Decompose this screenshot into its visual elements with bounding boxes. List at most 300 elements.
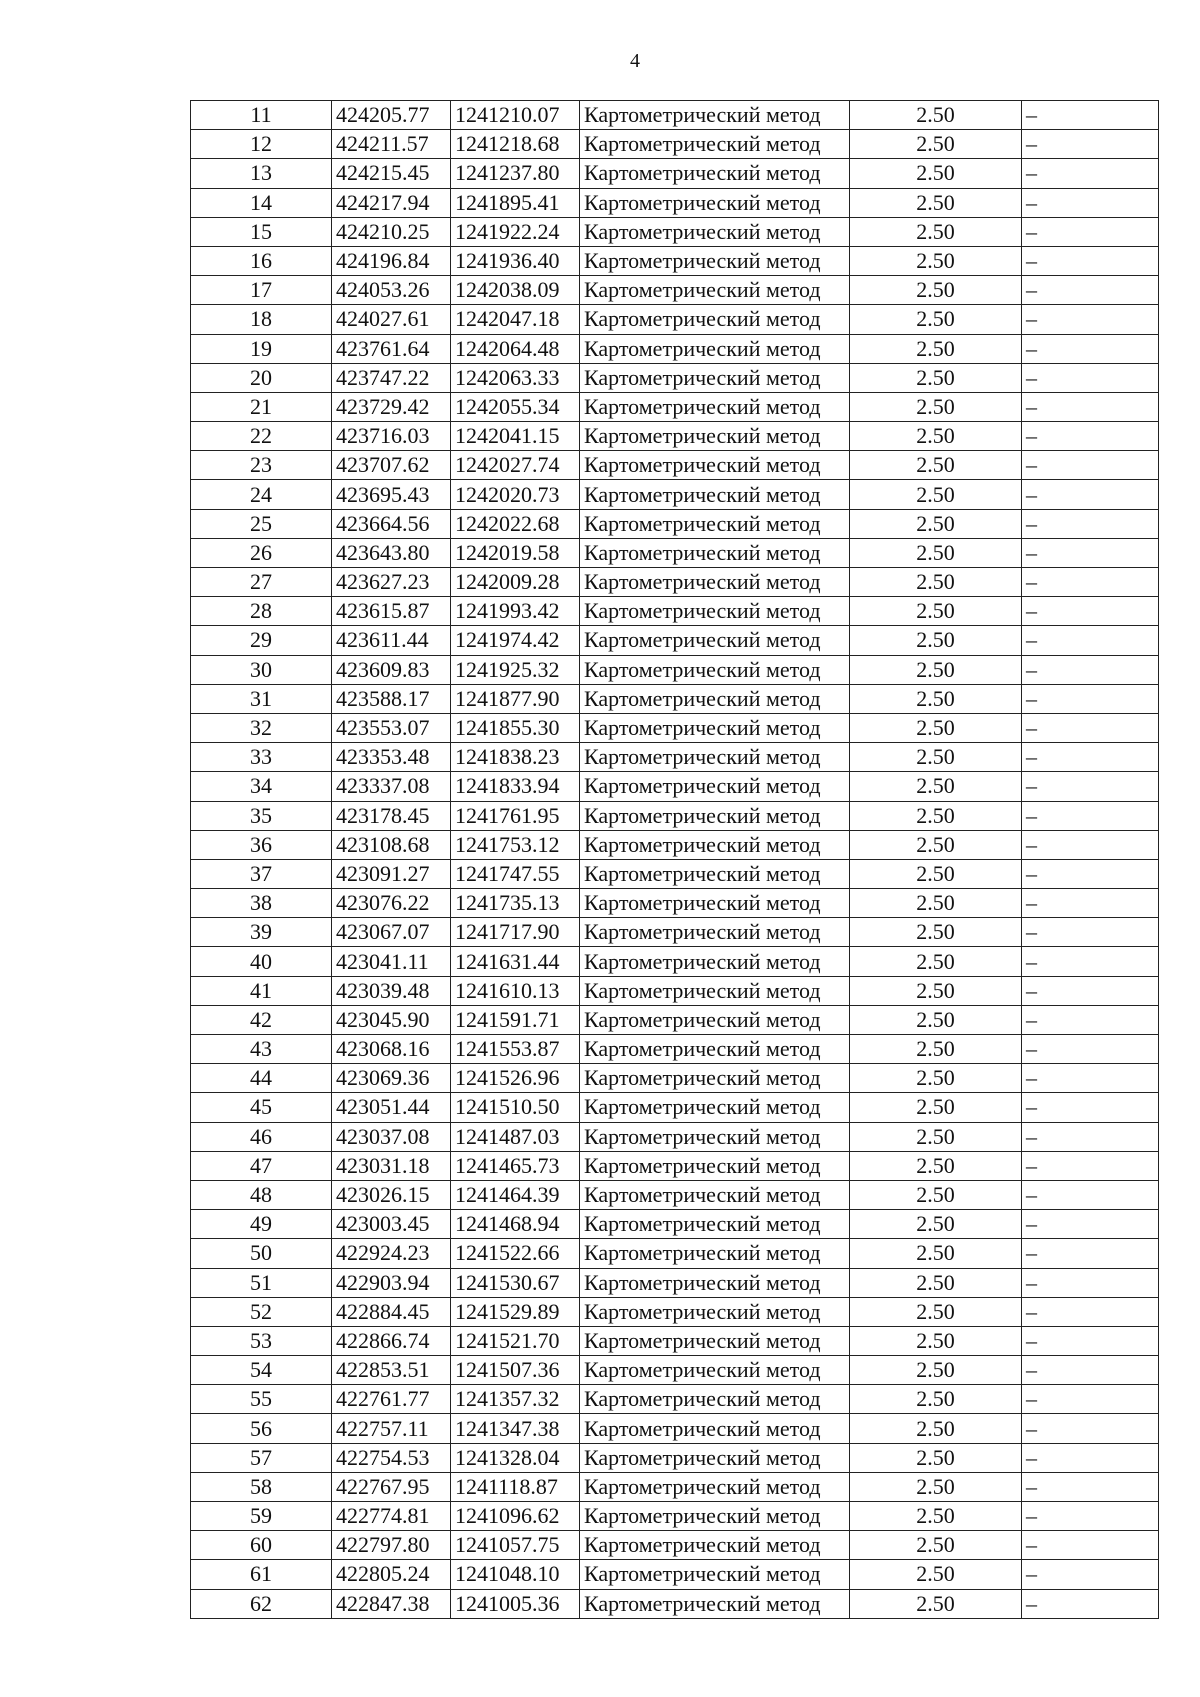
y-coordinate-cell: 1241553.87 [451,1035,580,1064]
x-coordinate-cell: 423729.42 [332,392,451,421]
point-number-cell: 44 [191,1064,332,1093]
x-coordinate-cell: 423747.22 [332,363,451,392]
x-coordinate-cell: 422924.23 [332,1239,451,1268]
method-cell: Картометрический метод [580,1210,850,1239]
method-cell: Картометрический метод [580,1356,850,1385]
y-coordinate-cell: 1241468.94 [451,1210,580,1239]
precision-cell: 2.50 [850,1035,1022,1064]
y-coordinate-cell: 1241974.42 [451,626,580,655]
description-cell: – [1022,188,1159,217]
y-coordinate-cell: 1242055.34 [451,392,580,421]
description-cell: – [1022,392,1159,421]
x-coordinate-cell: 423003.45 [332,1210,451,1239]
point-number-cell: 32 [191,713,332,742]
table-row [191,101,1159,130]
point-number-cell: 23 [191,451,332,480]
method-cell: Картометрический метод [580,392,850,421]
precision-cell: 2.50 [850,480,1022,509]
y-coordinate-cell: 1241936.40 [451,246,580,275]
x-coordinate-cell: 423045.90 [332,1005,451,1034]
y-coordinate-cell: 1241591.71 [451,1005,580,1034]
point-number-cell: 45 [191,1093,332,1122]
y-coordinate-cell: 1242027.74 [451,451,580,480]
precision-cell: 2.50 [850,188,1022,217]
table-row [191,1385,1159,1414]
method-cell: Картометрический метод [580,1443,850,1472]
precision-cell: 2.50 [850,1356,1022,1385]
point-number-cell: 37 [191,859,332,888]
description-cell: – [1022,451,1159,480]
x-coordinate-cell: 424196.84 [332,246,451,275]
table-row [191,1210,1159,1239]
table-row [191,130,1159,159]
method-cell: Картометрический метод [580,684,850,713]
precision-cell: 2.50 [850,1268,1022,1297]
method-cell: Картометрический метод [580,1239,850,1268]
method-cell: Картометрический метод [580,130,850,159]
y-coordinate-cell: 1242038.09 [451,276,580,305]
y-coordinate-cell: 1241328.04 [451,1443,580,1472]
method-cell: Картометрический метод [580,1326,850,1355]
description-cell: – [1022,743,1159,772]
description-cell: – [1022,1297,1159,1326]
point-number-cell: 22 [191,422,332,451]
x-coordinate-cell: 423068.16 [332,1035,451,1064]
x-coordinate-cell: 422847.38 [332,1589,451,1618]
method-cell: Картометрический метод [580,1093,850,1122]
method-cell: Картометрический метод [580,655,850,684]
x-coordinate-cell: 423553.07 [332,713,451,742]
y-coordinate-cell: 1241993.42 [451,597,580,626]
precision-cell: 2.50 [850,859,1022,888]
table-row [191,626,1159,655]
x-coordinate-cell: 422903.94 [332,1268,451,1297]
y-coordinate-cell: 1241925.32 [451,655,580,684]
precision-cell: 2.50 [850,1443,1022,1472]
method-cell: Картометрический метод [580,1268,850,1297]
precision-cell: 2.50 [850,1151,1022,1180]
y-coordinate-cell: 1241118.87 [451,1472,580,1501]
point-number-cell: 33 [191,743,332,772]
precision-cell: 2.50 [850,1589,1022,1618]
y-coordinate-cell: 1241487.03 [451,1122,580,1151]
y-coordinate-cell: 1241838.23 [451,743,580,772]
point-number-cell: 46 [191,1122,332,1151]
point-number-cell: 20 [191,363,332,392]
description-cell: – [1022,918,1159,947]
point-number-cell: 16 [191,246,332,275]
description-cell: – [1022,1589,1159,1618]
table-row [191,684,1159,713]
method-cell: Картометрический метод [580,976,850,1005]
table-row [191,947,1159,976]
description-cell: – [1022,334,1159,363]
description-cell: – [1022,101,1159,130]
y-coordinate-cell: 1241048.10 [451,1560,580,1589]
page-number: 4 [630,50,640,72]
x-coordinate-cell: 423707.62 [332,451,451,480]
x-coordinate-cell: 423695.43 [332,480,451,509]
y-coordinate-cell: 1241877.90 [451,684,580,713]
point-number-cell: 59 [191,1502,332,1531]
point-number-cell: 49 [191,1210,332,1239]
x-coordinate-cell: 424217.94 [332,188,451,217]
table-row [191,1180,1159,1209]
y-coordinate-cell: 1241855.30 [451,713,580,742]
method-cell: Картометрический метод [580,1531,850,1560]
description-cell: – [1022,772,1159,801]
y-coordinate-cell: 1242047.18 [451,305,580,334]
point-number-cell: 30 [191,655,332,684]
table-row [191,568,1159,597]
method-cell: Картометрический метод [580,451,850,480]
x-coordinate-cell: 423588.17 [332,684,451,713]
method-cell: Картометрический метод [580,363,850,392]
point-number-cell: 12 [191,130,332,159]
point-number-cell: 55 [191,1385,332,1414]
description-cell: – [1022,830,1159,859]
table-row [191,451,1159,480]
point-number-cell: 27 [191,568,332,597]
description-cell: – [1022,1005,1159,1034]
y-coordinate-cell: 1241922.24 [451,217,580,246]
precision-cell: 2.50 [850,626,1022,655]
precision-cell: 2.50 [850,713,1022,742]
description-cell: – [1022,1151,1159,1180]
point-number-cell: 41 [191,976,332,1005]
x-coordinate-cell: 423031.18 [332,1151,451,1180]
y-coordinate-cell: 1241747.55 [451,859,580,888]
method-cell: Картометрический метод [580,305,850,334]
description-cell: – [1022,217,1159,246]
point-number-cell: 54 [191,1356,332,1385]
table-row [191,918,1159,947]
y-coordinate-cell: 1241210.07 [451,101,580,130]
description-cell: – [1022,1093,1159,1122]
x-coordinate-cell: 423037.08 [332,1122,451,1151]
method-cell: Картометрический метод [580,276,850,305]
table-row [191,743,1159,772]
x-coordinate-cell: 422805.24 [332,1560,451,1589]
description-cell: – [1022,1268,1159,1297]
y-coordinate-cell: 1241005.36 [451,1589,580,1618]
y-coordinate-cell: 1242019.58 [451,538,580,567]
precision-cell: 2.50 [850,217,1022,246]
point-number-cell: 36 [191,830,332,859]
y-coordinate-cell: 1241833.94 [451,772,580,801]
point-number-cell: 58 [191,1472,332,1501]
point-number-cell: 56 [191,1414,332,1443]
x-coordinate-cell: 423615.87 [332,597,451,626]
point-number-cell: 31 [191,684,332,713]
table-row [191,1268,1159,1297]
precision-cell: 2.50 [850,1064,1022,1093]
table-row [191,801,1159,830]
method-cell: Картометрический метод [580,1589,850,1618]
table-row [191,334,1159,363]
precision-cell: 2.50 [850,1326,1022,1355]
point-number-cell: 14 [191,188,332,217]
point-number-cell: 40 [191,947,332,976]
method-cell: Картометрический метод [580,1297,850,1326]
description-cell: – [1022,976,1159,1005]
method-cell: Картометрический метод [580,859,850,888]
y-coordinate-cell: 1241631.44 [451,947,580,976]
x-coordinate-cell: 423041.11 [332,947,451,976]
y-coordinate-cell: 1241761.95 [451,801,580,830]
precision-cell: 2.50 [850,1472,1022,1501]
method-cell: Картометрический метод [580,538,850,567]
precision-cell: 2.50 [850,392,1022,421]
method-cell: Картометрический метод [580,1005,850,1034]
x-coordinate-cell: 422754.53 [332,1443,451,1472]
method-cell: Картометрический метод [580,159,850,188]
y-coordinate-cell: 1241507.36 [451,1356,580,1385]
point-number-cell: 26 [191,538,332,567]
x-coordinate-cell: 422767.95 [332,1472,451,1501]
precision-cell: 2.50 [850,918,1022,947]
table-row [191,1560,1159,1589]
table-row [191,1151,1159,1180]
table-row [191,392,1159,421]
description-cell: – [1022,130,1159,159]
point-number-cell: 29 [191,626,332,655]
method-cell: Картометрический метод [580,568,850,597]
point-number-cell: 15 [191,217,332,246]
description-cell: – [1022,1239,1159,1268]
x-coordinate-cell: 424211.57 [332,130,451,159]
method-cell: Картометрический метод [580,217,850,246]
x-coordinate-cell: 423337.08 [332,772,451,801]
table-row [191,509,1159,538]
coordinates-table-body [191,101,1159,1619]
description-cell: – [1022,889,1159,918]
description-cell: – [1022,1326,1159,1355]
point-number-cell: 42 [191,1005,332,1034]
point-number-cell: 53 [191,1326,332,1355]
point-number-cell: 38 [191,889,332,918]
x-coordinate-cell: 422853.51 [332,1356,451,1385]
method-cell: Картометрический метод [580,1472,850,1501]
table-row [191,1531,1159,1560]
precision-cell: 2.50 [850,1122,1022,1151]
x-coordinate-cell: 423069.36 [332,1064,451,1093]
point-number-cell: 52 [191,1297,332,1326]
method-cell: Картометрический метод [580,334,850,363]
method-cell: Картометрический метод [580,597,850,626]
point-number-cell: 50 [191,1239,332,1268]
x-coordinate-cell: 422774.81 [332,1502,451,1531]
description-cell: – [1022,1180,1159,1209]
precision-cell: 2.50 [850,363,1022,392]
table-row [191,1589,1159,1618]
x-coordinate-cell: 423664.56 [332,509,451,538]
precision-cell: 2.50 [850,655,1022,684]
table-row [191,188,1159,217]
y-coordinate-cell: 1242041.15 [451,422,580,451]
description-cell: – [1022,305,1159,334]
method-cell: Картометрический метод [580,626,850,655]
precision-cell: 2.50 [850,947,1022,976]
description-cell: – [1022,655,1159,684]
table-row [191,772,1159,801]
method-cell: Картометрический метод [580,947,850,976]
description-cell: – [1022,276,1159,305]
description-cell: – [1022,422,1159,451]
description-cell: – [1022,859,1159,888]
y-coordinate-cell: 1241347.38 [451,1414,580,1443]
x-coordinate-cell: 423067.07 [332,918,451,947]
table-row [191,276,1159,305]
precision-cell: 2.50 [850,334,1022,363]
x-coordinate-cell: 424210.25 [332,217,451,246]
table-row [191,159,1159,188]
precision-cell: 2.50 [850,305,1022,334]
description-cell: – [1022,1356,1159,1385]
point-number-cell: 48 [191,1180,332,1209]
table-row [191,889,1159,918]
description-cell: – [1022,159,1159,188]
point-number-cell: 57 [191,1443,332,1472]
description-cell: – [1022,1502,1159,1531]
description-cell: – [1022,947,1159,976]
method-cell: Картометрический метод [580,422,850,451]
point-number-cell: 51 [191,1268,332,1297]
table-row [191,713,1159,742]
method-cell: Картометрический метод [580,772,850,801]
precision-cell: 2.50 [850,743,1022,772]
table-row [191,1122,1159,1151]
method-cell: Картометрический метод [580,830,850,859]
x-coordinate-cell: 424205.77 [332,101,451,130]
description-cell: – [1022,480,1159,509]
table-row [191,305,1159,334]
x-coordinate-cell: 423076.22 [332,889,451,918]
precision-cell: 2.50 [850,772,1022,801]
precision-cell: 2.50 [850,276,1022,305]
description-cell: – [1022,1472,1159,1501]
description-cell: – [1022,713,1159,742]
table-row [191,363,1159,392]
precision-cell: 2.50 [850,159,1022,188]
precision-cell: 2.50 [850,1093,1022,1122]
coordinates-table [190,100,1159,1619]
x-coordinate-cell: 422884.45 [332,1297,451,1326]
x-coordinate-cell: 423611.44 [332,626,451,655]
point-number-cell: 19 [191,334,332,363]
x-coordinate-cell: 423716.03 [332,422,451,451]
precision-cell: 2.50 [850,130,1022,159]
x-coordinate-cell: 423353.48 [332,743,451,772]
y-coordinate-cell: 1241610.13 [451,976,580,1005]
point-number-cell: 47 [191,1151,332,1180]
precision-cell: 2.50 [850,1531,1022,1560]
method-cell: Картометрический метод [580,801,850,830]
x-coordinate-cell: 422797.80 [332,1531,451,1560]
description-cell: – [1022,1443,1159,1472]
description-cell: – [1022,1414,1159,1443]
y-coordinate-cell: 1241464.39 [451,1180,580,1209]
method-cell: Картометрический метод [580,1180,850,1209]
x-coordinate-cell: 423627.23 [332,568,451,597]
description-cell: – [1022,1531,1159,1560]
x-coordinate-cell: 422866.74 [332,1326,451,1355]
table-row [191,1472,1159,1501]
y-coordinate-cell: 1242009.28 [451,568,580,597]
x-coordinate-cell: 423026.15 [332,1180,451,1209]
point-number-cell: 60 [191,1531,332,1560]
x-coordinate-cell: 423609.83 [332,655,451,684]
description-cell: – [1022,684,1159,713]
description-cell: – [1022,363,1159,392]
method-cell: Картометрический метод [580,1122,850,1151]
precision-cell: 2.50 [850,1502,1022,1531]
table-row [191,1093,1159,1122]
table-row [191,1297,1159,1326]
x-coordinate-cell: 422761.77 [332,1385,451,1414]
y-coordinate-cell: 1241735.13 [451,889,580,918]
x-coordinate-cell: 423051.44 [332,1093,451,1122]
table-row [191,830,1159,859]
y-coordinate-cell: 1241465.73 [451,1151,580,1180]
y-coordinate-cell: 1241717.90 [451,918,580,947]
table-row [191,538,1159,567]
method-cell: Картометрический метод [580,1560,850,1589]
point-number-cell: 13 [191,159,332,188]
precision-cell: 2.50 [850,246,1022,275]
description-cell: – [1022,626,1159,655]
method-cell: Картометрический метод [580,713,850,742]
method-cell: Картометрический метод [580,1035,850,1064]
description-cell: – [1022,597,1159,626]
y-coordinate-cell: 1241218.68 [451,130,580,159]
description-cell: – [1022,1210,1159,1239]
description-cell: – [1022,801,1159,830]
description-cell: – [1022,1385,1159,1414]
point-number-cell: 61 [191,1560,332,1589]
method-cell: Картометрический метод [580,246,850,275]
precision-cell: 2.50 [850,509,1022,538]
method-cell: Картометрический метод [580,918,850,947]
y-coordinate-cell: 1242063.33 [451,363,580,392]
x-coordinate-cell: 423039.48 [332,976,451,1005]
precision-cell: 2.50 [850,451,1022,480]
y-coordinate-cell: 1242022.68 [451,509,580,538]
precision-cell: 2.50 [850,538,1022,567]
description-cell: – [1022,1122,1159,1151]
precision-cell: 2.50 [850,1414,1022,1443]
precision-cell: 2.50 [850,597,1022,626]
y-coordinate-cell: 1241530.67 [451,1268,580,1297]
method-cell: Картометрический метод [580,101,850,130]
precision-cell: 2.50 [850,422,1022,451]
method-cell: Картометрический метод [580,1064,850,1093]
y-coordinate-cell: 1241753.12 [451,830,580,859]
precision-cell: 2.50 [850,1005,1022,1034]
table-row [191,1064,1159,1093]
point-number-cell: 25 [191,509,332,538]
y-coordinate-cell: 1241522.66 [451,1239,580,1268]
description-cell: – [1022,246,1159,275]
point-number-cell: 34 [191,772,332,801]
table-row [191,1502,1159,1531]
table-row [191,1035,1159,1064]
y-coordinate-cell: 1242064.48 [451,334,580,363]
precision-cell: 2.50 [850,1385,1022,1414]
method-cell: Картометрический метод [580,1385,850,1414]
y-coordinate-cell: 1242020.73 [451,480,580,509]
point-number-cell: 17 [191,276,332,305]
